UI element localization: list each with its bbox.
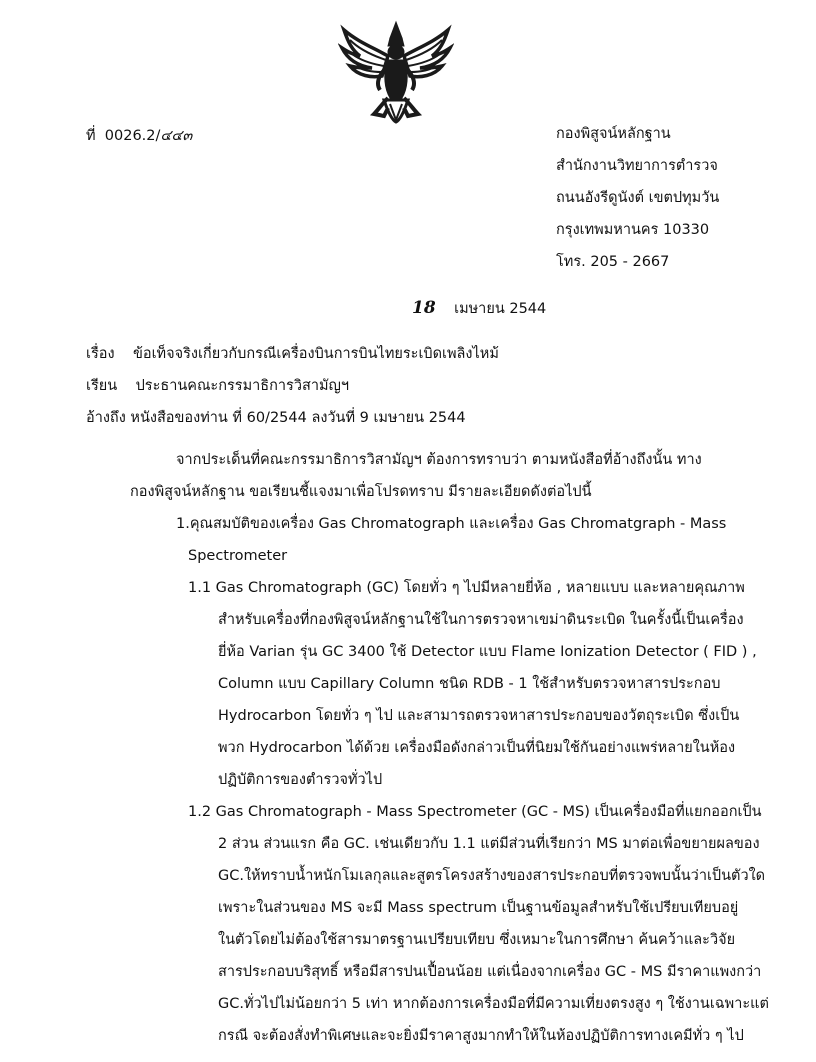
item-1-1-line-4: Column แบบ Capillary Column ชนิด RDB - 1 ใช้สำหรับตรวจหาสารประกอบ xyxy=(218,676,721,692)
item-1-2-line-4: เพราะในส่วนของ MS จะมี Mass spectrum เป็นฐานข้อมูลสำหรับใช้เปรียบเทียบอยู่ xyxy=(218,900,739,916)
reference-number-handwritten: ๔๔๓ xyxy=(160,128,193,144)
recipient-text: ประธานคณะกรรมาธิการวิสามัญฯ xyxy=(135,378,350,394)
subject-text: ข้อเท็จจริงเกี่ยวกับกรณีเครื่องบินการบินไทยระเบิดเพลิงไหม้ xyxy=(132,346,499,362)
item-1-2-line-6: สารประกอบบริสุทธิ์ หรือมีสารปนเปื้อนน้อย แต่เนื่องจากเครื่อง GC - MS มีราคาแพงกว่า xyxy=(218,964,762,980)
item-1-2-line-3: GC.ให้ทราบน้ำหนักโมเลกุลและสูตรโครงสร้างของสารประกอบที่ตรวจพบนั้นว่าเป็นตัวใด xyxy=(218,868,766,884)
reference-to-text: หนังสือของท่าน ที่ 60/2544 ลงวันที่ 9 เมษายน 2544 xyxy=(130,410,466,426)
garuda-emblem xyxy=(338,20,454,124)
reference-to-line xyxy=(86,410,466,427)
sender-street: ถนนอังรีดูนังต์ เขตปทุมวัน xyxy=(556,190,720,206)
subject-line xyxy=(86,346,499,363)
item-1-1-line-1: 1.1 Gas Chromatograph (GC) โดยทั่ว ๆ ไปมีหลายยี่ห้อ , หลายแบบ และหลายคุณภาพ xyxy=(188,580,745,596)
reference-to-label: อ้างถึง xyxy=(86,410,126,426)
intro-line-1: จากประเด็นที่คณะกรรมาธิการวิสามัญฯ ต้องการทราบว่า ตามหนังสือที่อ้างถึงนั้น ทาง xyxy=(176,452,702,468)
letter-date xyxy=(412,298,546,318)
recipient-line xyxy=(86,378,349,395)
sender-city: กรุงเทพมหานคร 10330 xyxy=(556,222,710,238)
item-1-2-line-8: กรณี จะต้องสั่งทำพิเศษและจะยิ่งมีราคาสูงมากทำให้ในห้องปฏิบัติการทางเคมีทั่ว ๆ ไป xyxy=(218,1028,744,1044)
sender-org: กองพิสูจน์หลักฐาน xyxy=(556,126,671,142)
item-1-1-line-3: ยี่ห้อ Varian รุ่น GC 3400 ใช้ Detector แบบ Flame Ionization Detector ( FID ) , xyxy=(218,644,757,660)
reference-number xyxy=(86,128,192,145)
item-1-1-line-5: Hydrocarbon โดยทั่ว ๆ ไป และสามารถตรวจหาสารประกอบของวัตถุระเบิด ซึ่งเป็น xyxy=(218,708,740,724)
sender-office: สำนักงานวิทยาการตำรวจ xyxy=(556,158,718,174)
reference-number-text: 0026.2/ xyxy=(104,128,161,144)
subject-label: เรื่อง xyxy=(86,346,115,362)
item-1-2-line-2: 2 ส่วน ส่วนแรก คือ GC. เช่นเดียวกับ 1.1 แต่มีส่วนที่เรียกว่า MS มาต่อเพื่อขยายผลของ xyxy=(218,836,760,852)
item-1-1-line-2: สำหรับเครื่องที่กองพิสูจน์หลักฐานใช้ในการตรวจหาเขม่าดินระเบิด ในครั้งนี้เป็นเครื่อง xyxy=(218,612,744,628)
section-1-line-2: Spectrometer xyxy=(188,548,288,564)
date-month-year: เมษายน 2544 xyxy=(454,301,547,317)
item-1-2-line-7: GC.ทั่วไปไม่น้อยกว่า 5 เท่า หากต้องการเครื่องมือที่มีความเที่ยงตรงสูง ๆ ใช้งานเฉพาะแต่ xyxy=(218,996,769,1012)
recipient-label: เรียน xyxy=(86,378,118,394)
section-1-line-1: 1.คุณสมบัติของเครื่อง Gas Chromatograph และเครื่อง Gas Chromatgraph - Mass xyxy=(176,516,727,532)
reference-label: ที่ xyxy=(86,128,96,144)
item-1-2-line-1: 1.2 Gas Chromatograph - Mass Spectrometer (GC - MS) เป็นเครื่องมือที่แยกออกเป็น xyxy=(188,804,762,820)
item-1-1-line-6: พวก Hydrocarbon ได้ด้วย เครื่องมือดังกล่าวเป็นที่นิยมใช้กันอย่างแพร่หลายในห้อง xyxy=(218,740,736,756)
sender-phone: โทร. 205 - 2667 xyxy=(556,254,670,270)
date-day: 18 xyxy=(412,298,436,318)
item-1-1-line-7: ปฏิบัติการของตำรวจทั่วไป xyxy=(218,772,383,788)
intro-line-2: กองพิสูจน์หลักฐาน ขอเรียนชี้แจงมาเพื่อโปรดทราบ มีรายละเอียดดังต่อไปนี้ xyxy=(130,484,592,500)
item-1-2-line-5: ในตัวโดยไม่ต้องใช้สารมาตรฐานเปรียบเทียบ ซึ่งเหมาะในการศึกษา ค้นคว้าและวิจัย xyxy=(218,932,736,948)
